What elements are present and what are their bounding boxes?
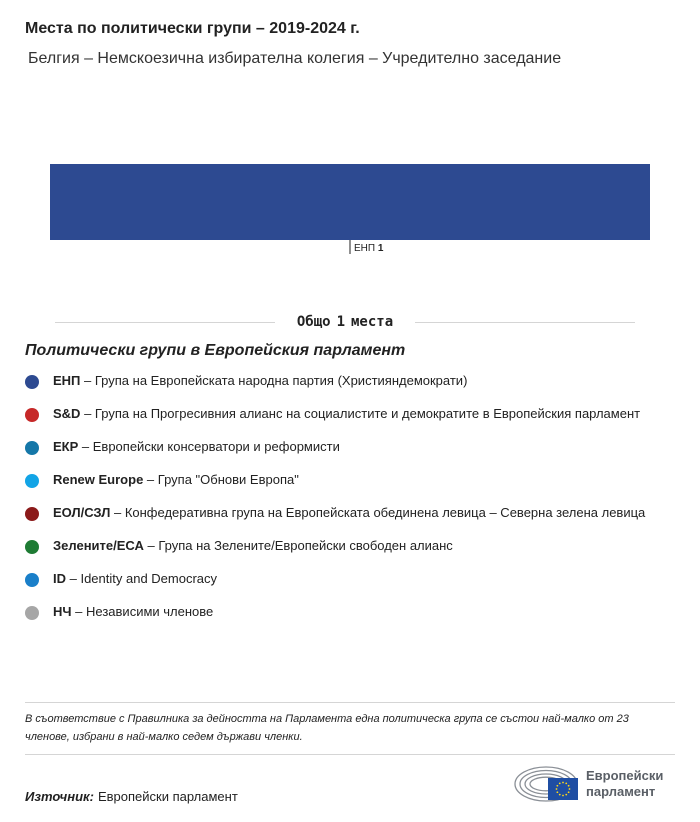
total-prefix: Общо [296,314,331,330]
legend-abbr: S&D [53,406,81,421]
legend-abbr: ID [53,571,66,586]
legend-item-ecr: ЕКР – Европейски консерватори и реформисти [25,438,665,456]
total-seats-text [275,314,415,330]
chart-area [0,150,700,265]
flag-star [559,794,561,796]
legend-desc: Независими членове [86,604,214,619]
flag-star [568,791,570,793]
legend-desc: Европейски консерватори и реформисти [92,439,340,454]
source-line [25,789,238,804]
legend-abbr: НЧ [53,604,72,619]
flag-star [565,794,567,796]
bar-label-abbr: ЕНП [354,243,378,254]
flag-star [565,782,567,784]
bar-label-value: 1 [377,243,384,254]
legend-abbr: ЕНП [53,373,81,388]
legend-abbr: Зелените/ЕСА [53,538,144,553]
flag-star [556,785,558,787]
logo-text [586,768,663,800]
chart-subtitle: Белгия – Немскоезична избирателна колегия – Учредително заседание [28,50,562,67]
flag-star [568,785,570,787]
legend-dot-id [25,573,39,587]
source-label: Източник: [25,789,94,804]
legend-desc: Identity and Democracy [80,571,218,586]
legend-dot-ni [25,606,39,620]
source-value: Европейски парламент [97,789,238,804]
logo-line-2: парламент [586,784,656,799]
divider-left [55,322,275,323]
footnote: В съответствие с Правилника за дейността на Парламента една политическа група се състои най-малко от 23 членове, избрани в най-малко седем държави членки. [25,702,675,755]
legend-dot-renew [25,474,39,488]
flag-star [569,788,571,790]
divider-right [415,322,635,323]
legend-dot-ecr [25,441,39,455]
flag-star [562,782,564,784]
hemicycle-icon [514,764,578,804]
legend-dot-sd [25,408,39,422]
legend-desc: Конфедеративна група на Европейската обединена левица – Северна зелена левица [124,505,646,520]
total-suffix: места [351,314,394,330]
flag-star [556,791,558,793]
total-seats-row [55,312,635,332]
eu-parliament-logo [514,764,684,804]
legend-abbr: ЕОЛ/СЗЛ [53,505,111,520]
legend-item-greens: Зелените/ЕСА – Група на Зелените/Европейски свободен алианс [25,537,665,555]
legend-desc: Група на Прогресивния алианс на социалистите и демократите в Европейския парламент [94,406,641,421]
flag-star [556,788,558,790]
bar-segment-0 [50,164,650,240]
logo-line-1: Европейски [586,768,664,783]
legend-title: Политически групи в Европейския парламент [25,342,406,359]
legend-abbr: Renew Europe [53,472,144,487]
legend-desc: Група "Обнови Европа" [157,472,299,487]
total-count: 1 [336,314,345,330]
bar-data-label [354,243,384,254]
flag-star [562,795,564,797]
legend-item-sd: S&D – Група на Прогресивния алианс на социалистите и демократите в Европейския парламент [25,405,665,423]
legend-dot-epp [25,375,39,389]
chart-title: Места по политически групи – 2019-2024 г. [25,20,360,37]
legend-item-epp: ЕНП – Група на Европейската народна партия (Християндемократи) [25,372,665,390]
legend-item-id: ID – Identity and Democracy [25,570,665,588]
legend-item-ni: НЧ – Независими членове [25,603,665,621]
legend-dot-greens [25,540,39,554]
legend-abbr: ЕКР [53,439,79,454]
legend-desc: Група на Зелените/Европейски свободен алианс [158,538,453,553]
legend-list [25,372,665,636]
legend-dot-left [25,507,39,521]
legend-item-left: ЕОЛ/СЗЛ – Конфедеративна група на Европейската обединена левица – Северна зелена левица [25,504,665,522]
legend-desc: Група на Европейската народна партия (Християндемократи) [94,373,468,388]
flag-star [559,782,561,784]
legend-item-renew: Renew Europe – Група "Обнови Европа" [25,471,665,489]
